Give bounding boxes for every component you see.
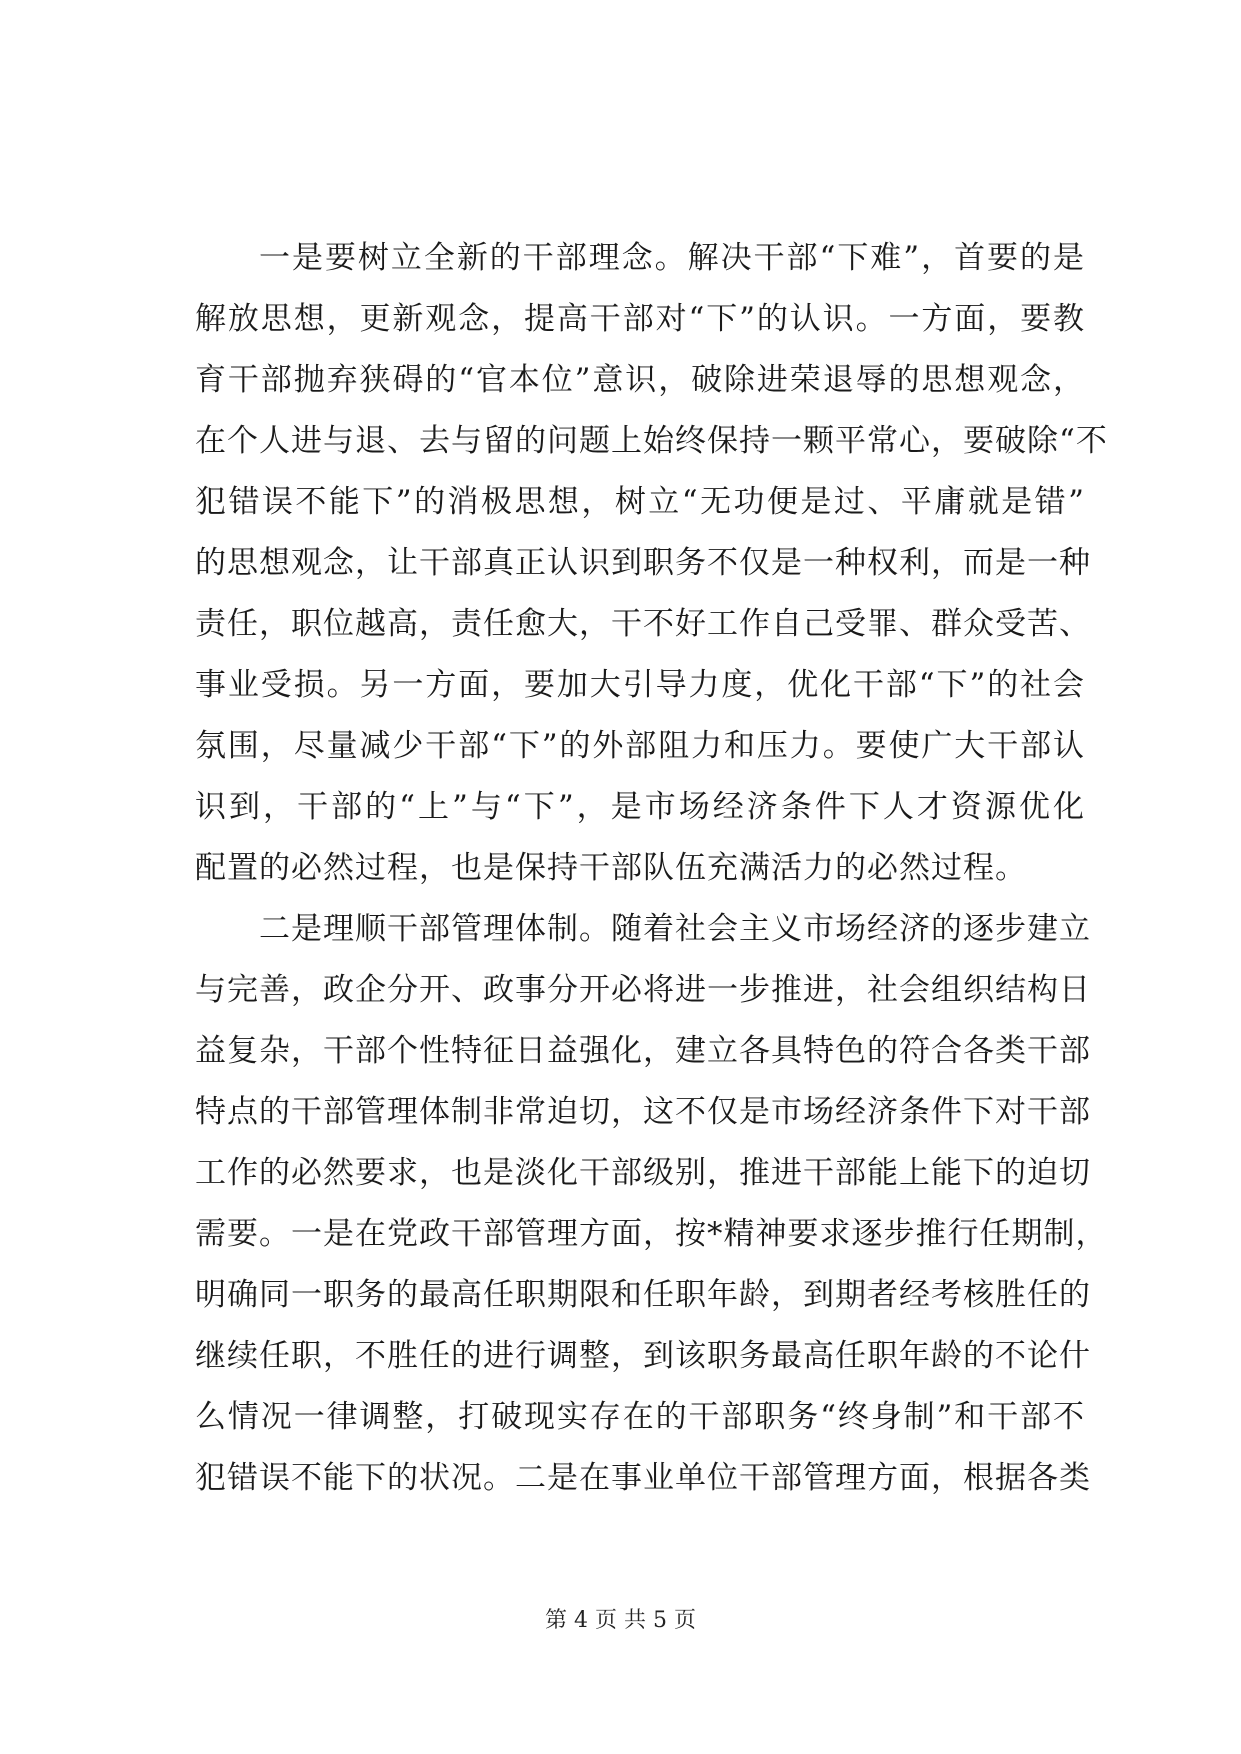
text-line: 一是要树立全新的干部理念。解决干部“下难”，首要的是 <box>259 240 1085 276</box>
paragraph-1 <box>195 228 1108 899</box>
text-line: 识到，干部的“上”与“下”，是市场经济条件下人才资源优化 <box>195 789 1085 825</box>
page-number: 第 4 页 共 5 页 <box>545 1608 696 1633</box>
text-line: 二是理顺干部管理体制。随着社会主义市场经济的逐步建立 <box>259 911 1091 947</box>
text-line: 益复杂，干部个性特征日益强化，建立各具特色的符合各类干部 <box>195 1033 1091 1069</box>
text-line: 氛围，尽量减少干部“下”的外部阻力和压力。要使广大干部认 <box>195 728 1085 764</box>
text-line: 责任，职位越高，责任愈大，干不好工作自己受罪、群众受苦、 <box>195 606 1091 642</box>
text-line: 明确同一职务的最高任职期限和任职年龄，到期者经考核胜任的 <box>195 1277 1091 1313</box>
text-line: 工作的必然要求，也是淡化干部级别，推进干部能上能下的迫切 <box>195 1155 1091 1191</box>
text-line: 犯错误不能下”的消极思想，树立“无功便是过、平庸就是错” <box>195 484 1085 520</box>
text-line: 与完善，政企分开、政事分开必将进一步推进，社会组织结构日 <box>195 972 1091 1008</box>
text-line: 解放思想，更新观念，提高干部对“下”的认识。一方面，要教 <box>195 301 1085 337</box>
text-line: 需要。一是在党政干部管理方面，按*精神要求逐步推行任期制， <box>195 1216 1108 1252</box>
page-footer <box>0 1606 1241 1636</box>
paragraph-2 <box>195 899 1108 1509</box>
text-line: 事业受损。另一方面，要加大引导力度，优化干部“下”的社会 <box>195 667 1085 703</box>
text-line: 犯错误不能下的状况。二是在事业单位干部管理方面，根据各类 <box>195 1460 1091 1496</box>
text-line: 继续任职，不胜任的进行调整，到该职务最高任职年龄的不论什 <box>195 1338 1091 1374</box>
text-line: 在个人进与退、去与留的问题上始终保持一颗平常心，要破除“不 <box>195 423 1108 459</box>
body-text <box>195 228 1108 1509</box>
text-line: 么情况一律调整，打破现实存在的干部职务“终身制”和干部不 <box>195 1399 1085 1435</box>
text-line: 的思想观念，让干部真正认识到职务不仅是一种权利，而是一种 <box>195 545 1091 581</box>
text-line: 配置的必然过程，也是保持干部队伍充满活力的必然过程。 <box>195 850 1027 886</box>
text-line: 育干部抛弃狭碍的“官本位”意识，破除进荣退辱的思想观念， <box>195 362 1085 398</box>
text-line: 特点的干部管理体制非常迫切，这不仅是市场经济条件下对干部 <box>195 1094 1091 1130</box>
